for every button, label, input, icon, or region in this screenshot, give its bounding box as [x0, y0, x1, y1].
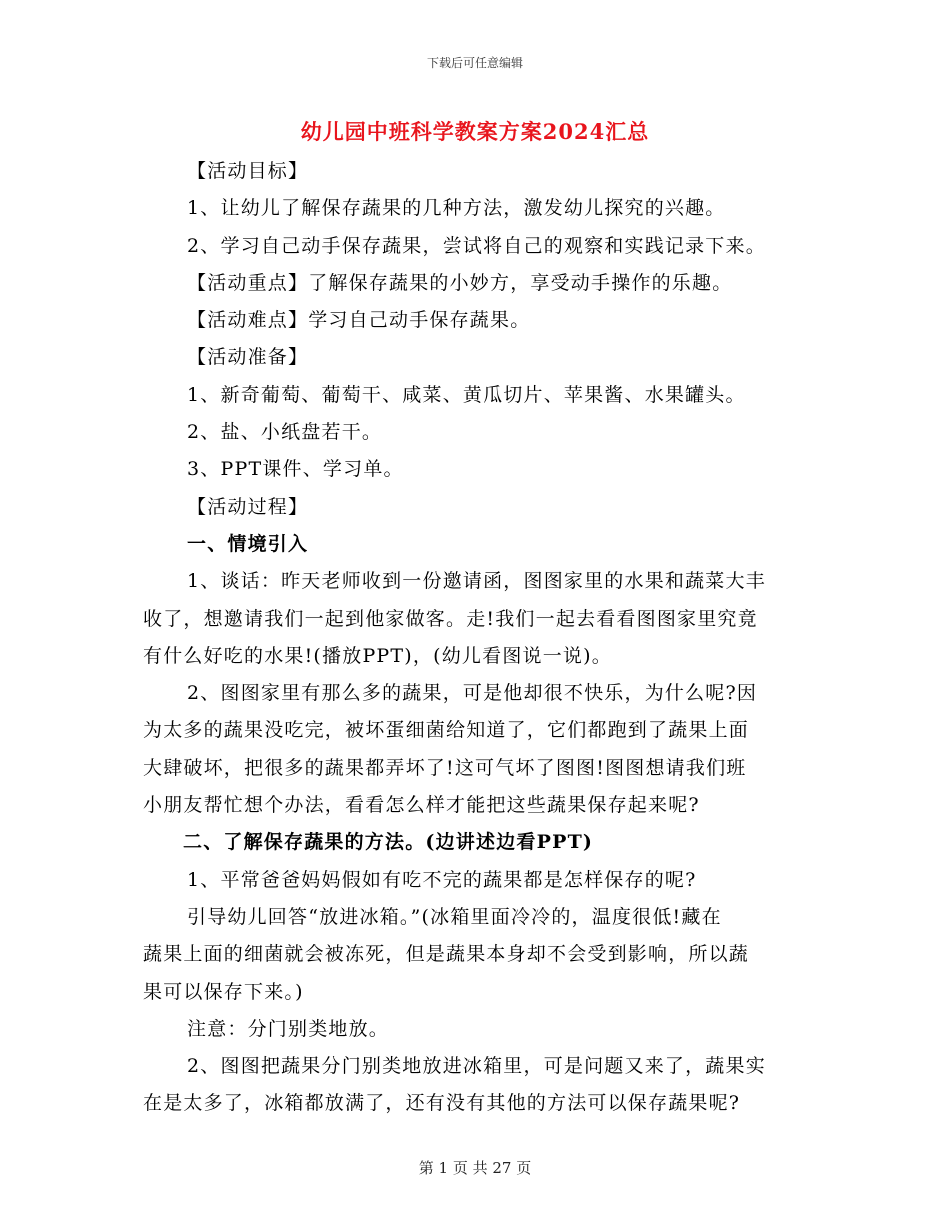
- paragraph-line: 小朋友帮忙想个办法，看看怎么样才能把这些蔬果保存起来呢?: [143, 794, 700, 817]
- paragraph-line: 有什么好吃的水果!(播放PPT)，(幼儿看图说一说)。: [143, 644, 612, 667]
- subsection-heading-methods: 二、了解保存蔬果的方法。(边讲述边看PPT): [183, 831, 594, 854]
- paragraph-line: 2、盐、小纸盘若干。: [187, 421, 383, 444]
- subsection-heading-intro: 一、情境引入: [187, 532, 309, 555]
- paragraph-line: 【活动重点】了解保存蔬果的小妙方，享受动手操作的乐趣。: [187, 271, 733, 294]
- header-note: 下载后可任意编辑: [426, 56, 523, 70]
- section-heading-prep: 【活动准备】: [187, 346, 309, 369]
- section-heading-goals: 【活动目标】: [187, 160, 309, 182]
- paragraph-line: 1、谈话：昨天老师收到一份邀请函，图图家里的水果和蔬菜大丰: [187, 570, 766, 593]
- document-title: 幼儿园中班科学教案方案2024汇总: [300, 119, 650, 144]
- paragraph-line: 蔬果上面的细菌就会被冻死，但是蔬果本身却不会受到影响，所以蔬: [143, 943, 750, 966]
- paragraph-line: 【活动难点】学习自己动手保存蔬果。: [187, 309, 531, 332]
- paragraph-line: 大肆破坏，把很多的蔬果都弄坏了!这可气坏了图图!图图想请我们班: [143, 756, 747, 779]
- document-body: [143, 153, 807, 1123]
- paragraph-line: 2、图图家里有那么多的蔬果，可是他却很不快乐，为什么呢?因: [187, 682, 758, 705]
- paragraph-line: 2、学习自己动手保存蔬果，尝试将自己的观察和实践记录下来。: [187, 234, 766, 257]
- paragraph-line: 收了，想邀请我们一起到他家做客。走!我们一起去看看图图家里究竟: [143, 607, 758, 630]
- section-heading-process: 【活动过程】: [187, 495, 309, 518]
- paragraph-line: 1、让幼儿了解保存蔬果的几种方法，激发幼儿探究的兴趣。: [187, 197, 726, 220]
- paragraph-line: 1、平常爸爸妈妈假如有吃不完的蔬果都是怎样保存的呢?: [187, 868, 697, 891]
- paragraph-line: 3、PPT课件、学习单。: [187, 458, 404, 481]
- paragraph-line: 果可以保存下来。): [143, 980, 304, 1003]
- paragraph-line: 引导幼儿回答“放进冰箱。”(冰箱里面冷冷的，温度很低!藏在: [187, 905, 722, 928]
- paragraph-line: 注意：分门别类地放。: [187, 1017, 390, 1040]
- paragraph-line: 2、图图把蔬果分门别类地放进冰箱里，可是问题又来了，蔬果实: [187, 1055, 766, 1078]
- paragraph-line: 在是太多了，冰箱都放满了，还有没有其他的方法可以保存蔬果呢?: [143, 1092, 741, 1115]
- paragraph-line: 1、新奇葡萄、葡萄干、咸菜、黄瓜切片、苹果酱、水果罐头。: [187, 383, 746, 406]
- page-number: 第 1 页 共 27 页: [418, 1159, 532, 1177]
- paragraph-line: 为太多的蔬果没吃完，被坏蛋细菌给知道了，它们都跑到了蔬果上面: [143, 719, 750, 742]
